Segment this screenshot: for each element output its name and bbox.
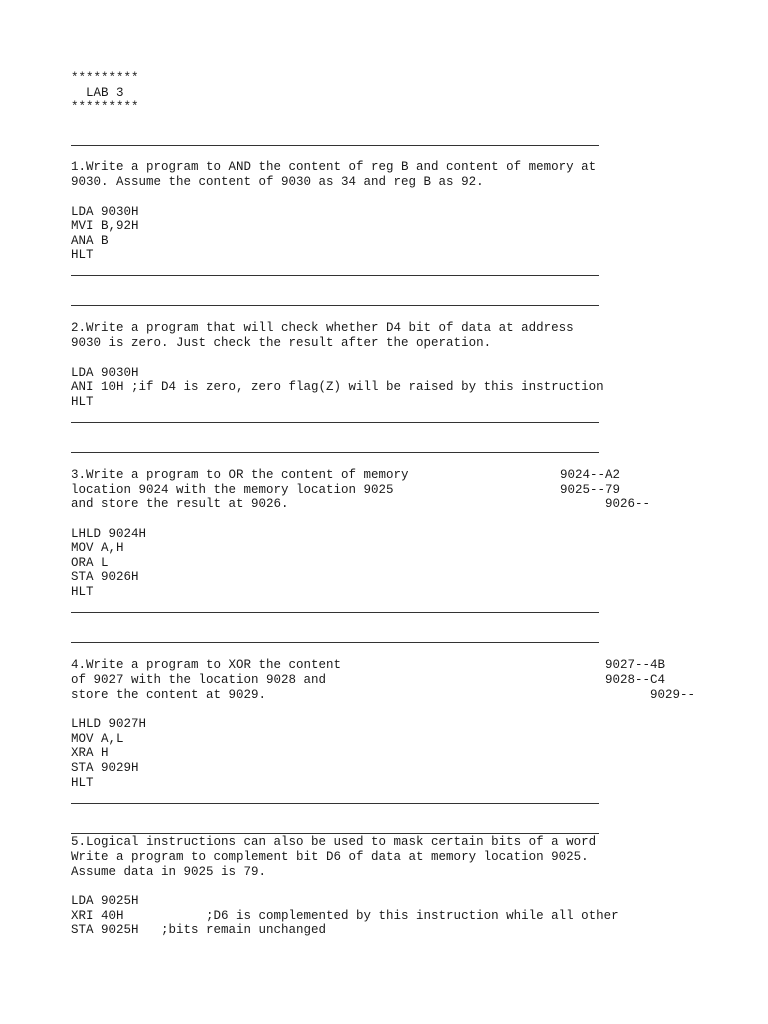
question-3-line-1: 3.Write a program to OR the content of memory [71, 468, 409, 482]
question-1-line-2: 9030. Assume the content of 9030 as 34 and reg B as 92. [71, 175, 484, 189]
document-title: LAB 3 [86, 86, 124, 100]
code-line: XRI 40H ;D6 is complemented by this instruction while all other [71, 909, 619, 923]
divider [71, 305, 599, 306]
question-1-line-1: 1.Write a program to AND the content of reg B and content of memory at [71, 160, 597, 174]
question-5-line-2: Write a program to complement bit D6 of data at memory location 9025. [71, 850, 589, 864]
question-2-line-2: 9030 is zero. Just check the result after the operation. [71, 336, 492, 350]
question-5-line-3: Assume data in 9025 is 79. [71, 865, 267, 879]
code-line: MOV A,L [71, 732, 124, 746]
divider [71, 642, 599, 643]
divider [71, 275, 599, 276]
code-line: ANA B [71, 234, 109, 248]
code-line: ORA L [71, 556, 109, 570]
question-4-line-2: of 9027 with the location 9028 and [71, 673, 327, 687]
memory-value-9024: 9024--A2 [560, 468, 621, 482]
code-line: LDA 9030H [71, 205, 139, 219]
memory-value-9026: 9026-- [605, 497, 651, 511]
question-4-line-1: 4.Write a program to XOR the content [71, 658, 342, 672]
memory-value-9028: 9028--C4 [605, 673, 666, 687]
divider [71, 803, 599, 804]
question-3-line-2: location 9024 with the memory location 9025 [71, 483, 394, 497]
code-line: XRA H [71, 746, 109, 760]
code-line: HLT [71, 395, 94, 409]
code-line: LHLD 9024H [71, 527, 147, 541]
code-line: ANI 10H ;if D4 is zero, zero flag(Z) will be raised by this instruction [71, 380, 604, 394]
memory-value-9029: 9029-- [650, 688, 696, 702]
memory-value-9027: 9027--4B [605, 658, 666, 672]
code-line: LHLD 9027H [71, 717, 147, 731]
code-line: STA 9029H [71, 761, 139, 775]
code-line: MVI B,92H [71, 219, 139, 233]
question-4-line-3: store the content at 9029. [71, 688, 267, 702]
code-line: MOV A,H [71, 541, 124, 555]
divider [71, 452, 599, 453]
code-line: STA 9025H ;bits remain unchanged [71, 923, 327, 937]
memory-value-9025: 9025--79 [560, 483, 621, 497]
question-5-line-1: 5.Logical instructions can also be used to mask certain bits of a word [71, 835, 597, 849]
question-3-line-3: and store the result at 9026. [71, 497, 289, 511]
divider [71, 145, 599, 146]
divider [71, 422, 599, 423]
code-line: HLT [71, 776, 94, 790]
code-line: LDA 9025H [71, 894, 139, 908]
divider [71, 612, 599, 613]
code-line: STA 9026H [71, 570, 139, 584]
header-stars-bottom: ********* [71, 100, 139, 114]
divider [71, 833, 599, 834]
code-line: HLT [71, 585, 94, 599]
question-2-line-1: 2.Write a program that will check whether D4 bit of data at address [71, 321, 574, 335]
header-stars-top: ********* [71, 71, 139, 85]
code-line: HLT [71, 248, 94, 262]
code-line: LDA 9030H [71, 366, 139, 380]
